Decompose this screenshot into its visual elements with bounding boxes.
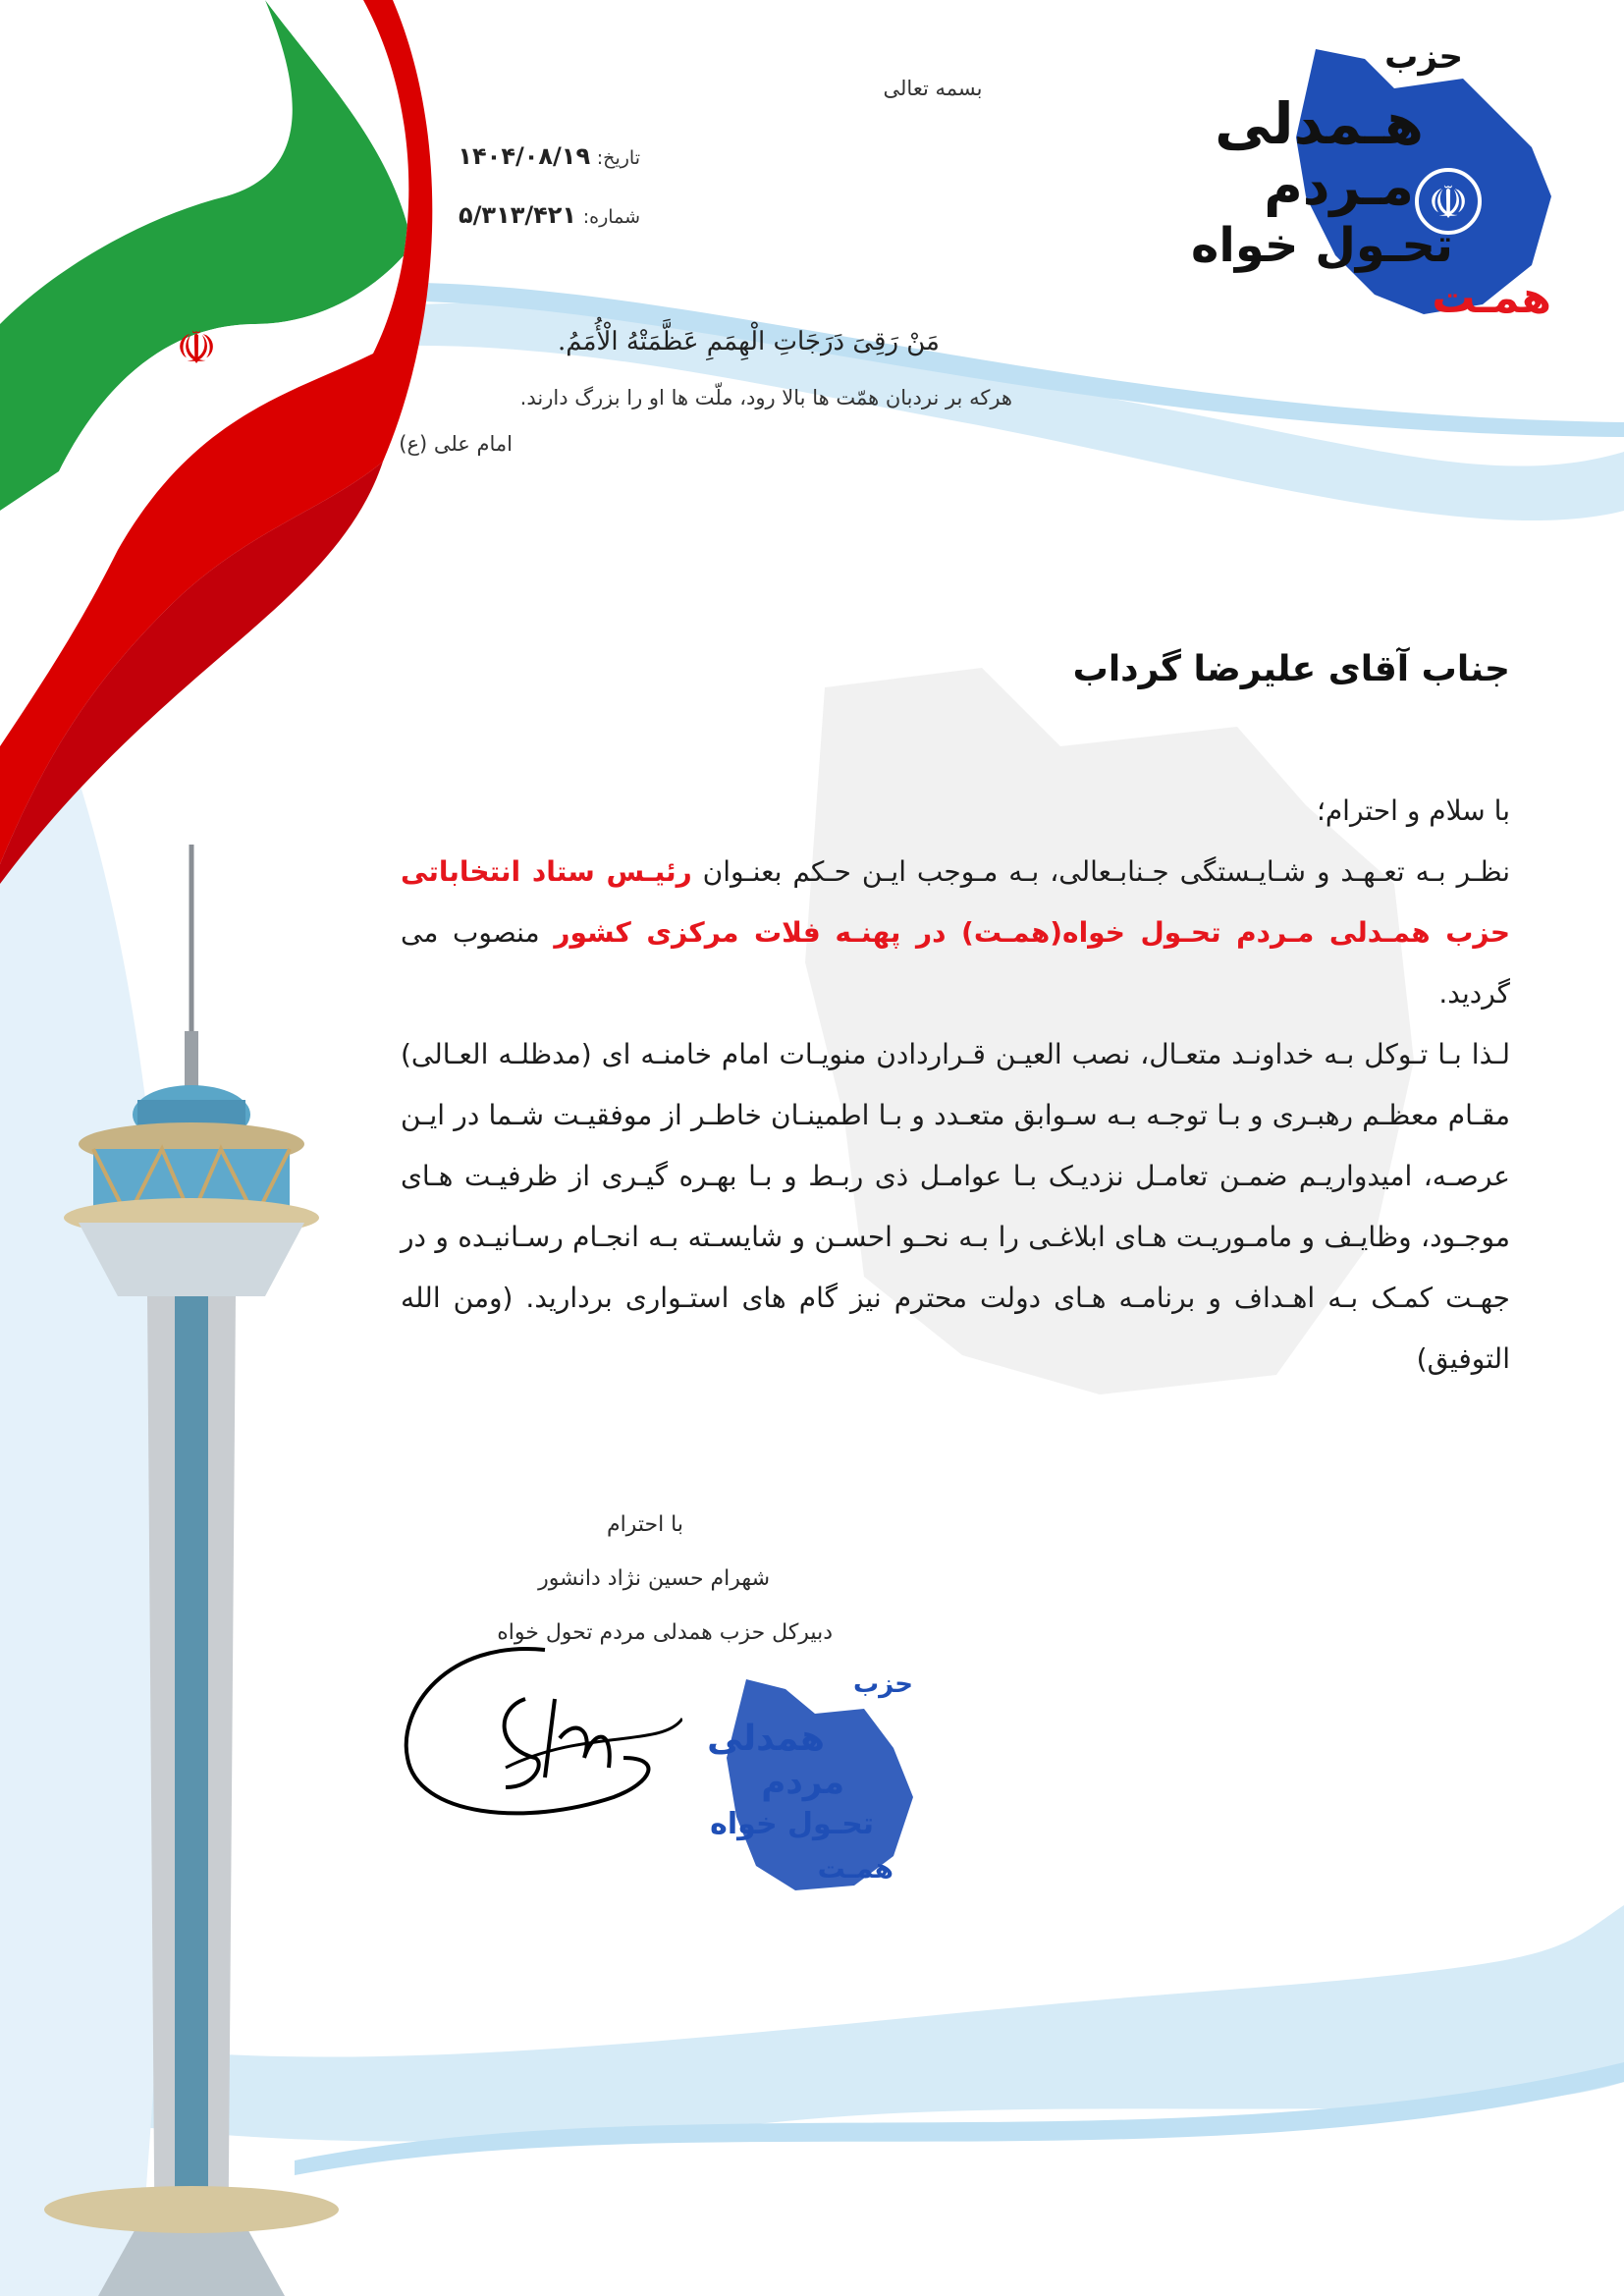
stamp-line1: حزب: [852, 1669, 913, 1699]
date-label: تاریخ:: [596, 147, 640, 169]
letter-body: [401, 781, 1510, 1390]
logo-line-hezb: حزب: [1384, 37, 1463, 77]
stamp-line4: تحـول خواه: [710, 1807, 874, 1841]
quote-attribution: امام علی (ع): [399, 432, 513, 456]
closing: با احترام: [606, 1512, 683, 1537]
date-value: ۱۴۰۴/۰۸/۱۹: [458, 142, 591, 170]
region-name: فلات مرکزی کشور: [554, 916, 821, 949]
signer-title: دبیرکل حزب همدلی مردم تحول خواه: [497, 1620, 833, 1645]
party-logo: [1139, 29, 1571, 334]
paragraph-2: لـذا بـا تـوکل بـه خداونـد متعـال، نصب العیـن قـراردادن منویـات امام خامنـه ای (مدظلـه العـالی) مقـام معظـم رهبـری و بـا توجـه بـه سـوابق متعـدد و بـا اطمینـان خاطـر از موفقیـت شـما در ایـن عرصـه، امیدواریـم ضمـن تعامـل نزدیـک بـا عوامـل ذی ربـط و بـا بهـره گیـری از ظرفیـت هـای موجـود، وظایـف و مامـوریـت هـای ابلاغـی را بـه نحـو احسـن و شایسـته بـه انجـام رسـانیـده و در جهـت کمـک بـه اهـداف و برنامـه هـای دولت محترم نیز گام های استـواری بردارید. (ومن الله التوفیق): [401, 1038, 1510, 1375]
handwritten-signature: [388, 1611, 682, 1836]
date-line: [346, 142, 640, 170]
stamp-line3: مردم: [761, 1763, 844, 1802]
recipient-heading: جناب آقای علیرضا گرداب: [1072, 649, 1510, 689]
logo-line-tahavol: تحـول خواه: [1191, 218, 1453, 273]
paragraph-1: [401, 842, 1510, 1024]
number-line: [346, 201, 640, 229]
quote-arabic: مَنْ رَقِیَ دَرَجَاتِ الْهِمَمِ عَظَّمَتْهُ الْأُمَمُ.: [558, 327, 940, 356]
stamp-line2: همدلی: [707, 1719, 825, 1759]
basmala: بسمه تعالی: [883, 77, 983, 100]
quote-persian: هرکه بر نردبان همّت ها بالا رود، ملّت ها او را بزرگ دارند.: [519, 386, 1012, 410]
logo-line-mardom: مـردم: [1264, 155, 1414, 217]
logo-line-hamdeli: هـمدلی: [1215, 90, 1424, 157]
position-title: رئیـس ستاد انتخاباتی حزب همـدلی مـردم تحـول خواه(همـت) در پهنـه: [401, 855, 1510, 949]
paragraph-1-text-a: نظـر بـه تعـهـد و شـایـستگی جـنابـعالی، بـه مـوجب ایـن حـکم بعنـوان: [702, 855, 1510, 888]
svg-text:☫: ☫: [176, 321, 217, 374]
greeting: با سلام و احترام؛: [1316, 794, 1510, 827]
party-stamp: [638, 1660, 933, 1905]
svg-text:☫: ☫: [1428, 176, 1469, 229]
logo-line-hemmat: همـت: [1432, 273, 1551, 323]
top-wave: [295, 303, 1624, 520]
paragraph-1-text-b: منصوب می گردید.: [401, 916, 1510, 1010]
signer-name: شهرام حسین نژاد دانشور: [538, 1566, 770, 1591]
number-label: شماره:: [582, 206, 640, 228]
number-value: ۵/۳۱۳/۴۲۱: [459, 201, 577, 229]
stamp-line5: همـت: [817, 1852, 893, 1885]
iran-flag-icon: [0, 0, 432, 884]
